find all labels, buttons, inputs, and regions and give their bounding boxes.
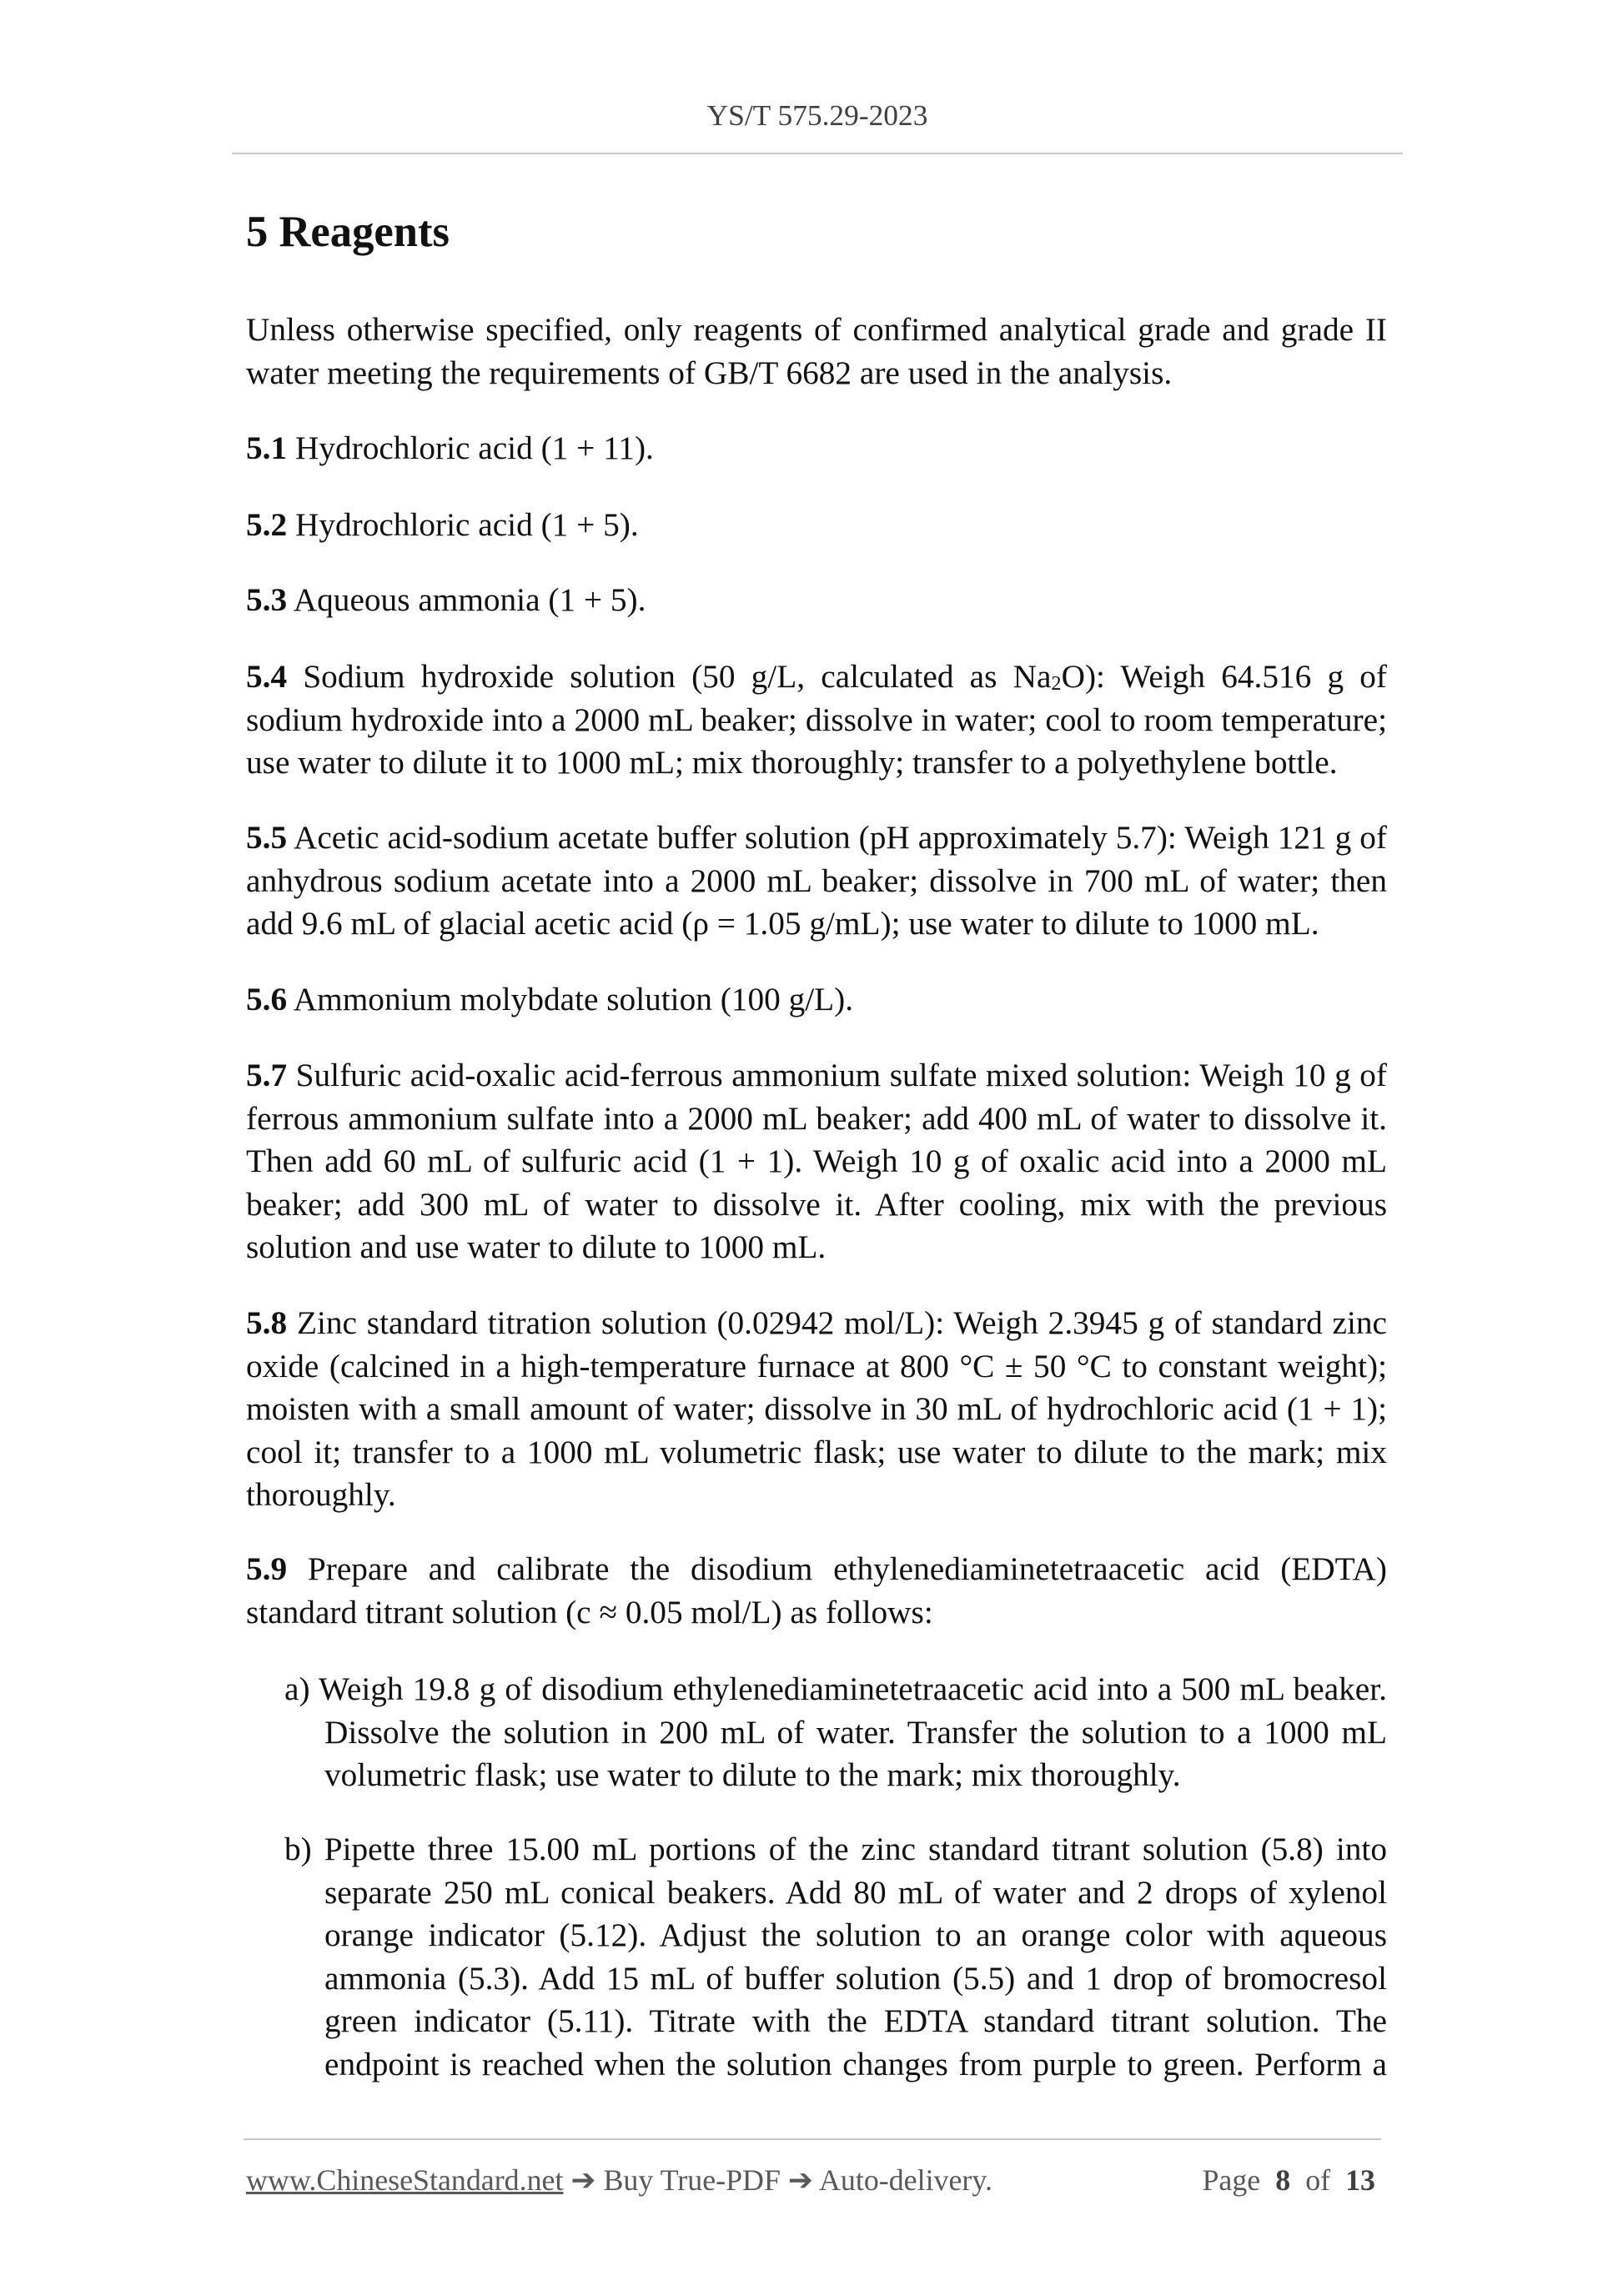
- step-text: Weigh 19.8 g of disodium ethylenediaminetetraacetic acid into a 500 mL beaker. Dissolve the solution in 200 mL of water. Transfer the solution to a 1000 mL volumetric flask; use water to dilute to the mark; mix thoroughly.: [318, 1671, 1387, 1793]
- section-heading: 5 Reagents: [246, 208, 450, 256]
- clause-number: 5.5: [246, 819, 288, 856]
- procedure-step-b: [284, 1828, 1387, 2086]
- clause-text: Prepare and calibrate the disodium ethylenediaminetetraacetic acid (EDTA) standard titrant solution (c ≈ 0.05 mol/L) as follows:: [246, 1550, 1387, 1630]
- clause-text: Aqueous ammonia (1 + 5).: [293, 581, 646, 618]
- clause-number: 5.4: [246, 658, 288, 695]
- of-label: of: [1305, 2163, 1331, 2197]
- clause-text-continued: O): Weigh 64.516 g of sodium hydroxide into a 2000 mL beaker; dissolve in water; cool to room temperature; use water to dilute it to 1000 mL; mix thoroughly; transfer to a polyethylene bottle.: [246, 658, 1387, 781]
- page-total: 13: [1345, 2163, 1375, 2197]
- clause-text: Ammonium molybdate solution (100 g/L).: [293, 981, 854, 1017]
- clause-5-3: [246, 579, 1387, 622]
- clause-number: 5.9: [246, 1550, 288, 1587]
- clause-text: Acetic acid-sodium acetate buffer solution (pH approximately 5.7): Weigh 121 g of anhydrous sodium acetate into a 2000 mL beaker; dissolve in 700 mL of water; then add 9.6 mL of glacial acetic acid (ρ = 1.05 g/mL); use water to dilute to 1000 mL.: [246, 819, 1387, 942]
- clause-text: Sulfuric acid-oxalic acid-ferrous ammonium sulfate mixed solution: Weigh 10 g of ferrous ammonium sulfate into a 2000 mL beaker; add 400 mL of water to dissolve it. Then add 60 mL of sulfuric acid (1 + 1). Weigh 10 g of oxalic acid into a 2000 mL beaker; add 300 mL of water to dissolve it. After cooling, mix with the previous solution and use water to dilute to 1000 mL.: [246, 1057, 1387, 1265]
- footer-promo: [246, 2161, 992, 2199]
- arrow-icon: ➔: [570, 2163, 596, 2197]
- arrow-icon: ➔: [787, 2163, 813, 2197]
- footer-rule: [244, 2138, 1381, 2140]
- page-indicator: [1202, 2161, 1375, 2199]
- running-header: YS/T 575.29-2023: [706, 98, 928, 132]
- clause-number: 5.8: [246, 1304, 288, 1341]
- page-label: Page: [1202, 2163, 1261, 2197]
- clause-number: 5.3: [246, 581, 288, 618]
- header-rule: [232, 153, 1403, 154]
- step-label: a): [284, 1671, 310, 1707]
- clause-text: Hydrochloric acid (1 + 5).: [294, 506, 639, 543]
- clause-5-7: [246, 1054, 1387, 1269]
- clause-5-2: [246, 504, 1387, 547]
- page-current: 8: [1275, 2163, 1291, 2197]
- clause-5-6: [246, 978, 1387, 1022]
- step-text: Pipette three 15.00 mL portions of the zinc standard titrant solution (5.8) into separate 250 mL conical beakers. Add 80 mL of water and 2 drops of xylenol orange indicator (5.12). Adjust the solution to an orange color with aqueous ammonia (5.3). Add 15 mL of buffer solution (5.5) and 1 drop of bromocresol green indicator (5.11). Titrate with the EDTA standard titrant solution. The endpoint is reached when the solution changes from purple to green. Perform a: [324, 1831, 1387, 2082]
- site-link[interactable]: www.ChineseStandard.net: [246, 2163, 564, 2197]
- clause-text: Hydrochloric acid (1 + 11).: [294, 430, 654, 466]
- chemical-subscript: 2: [1051, 671, 1062, 695]
- clause-text: Sodium hydroxide solution (50 g/L, calculated as Na: [303, 658, 1052, 695]
- section-intro: Unless otherwise specified, only reagents of confirmed analytical grade and grade II water meeting the requirements of GB/T 6682 are used in the analysis.: [246, 311, 1387, 391]
- clause-text: Zinc standard titration solution (0.02942 mol/L): Weigh 2.3945 g of standard zinc oxide (calcined in a high-temperature furnace at 800 °C ± 50 °C to constant weight); moisten with a small amount of water; dissolve in 30 mL of hydrochloric acid (1 + 1); cool it; transfer to a 1000 mL volumetric flask; use water to dilute to the mark; mix thoroughly.: [246, 1304, 1387, 1513]
- delivery-text: Auto-delivery.: [818, 2163, 992, 2197]
- procedure-step-a: [284, 1668, 1387, 1797]
- clause-5-5: [246, 816, 1387, 946]
- buy-text: Buy True-PDF: [603, 2163, 781, 2197]
- clause-number: 5.7: [246, 1057, 288, 1093]
- clause-5-9: [246, 1548, 1387, 1634]
- clause-5-1: [246, 427, 1387, 470]
- clause-number: 5.2: [246, 506, 288, 543]
- clause-5-4: [246, 656, 1387, 785]
- clause-5-8: [246, 1302, 1387, 1517]
- clause-number: 5.6: [246, 981, 288, 1017]
- clause-number: 5.1: [246, 430, 288, 466]
- step-label: b): [284, 1831, 312, 1867]
